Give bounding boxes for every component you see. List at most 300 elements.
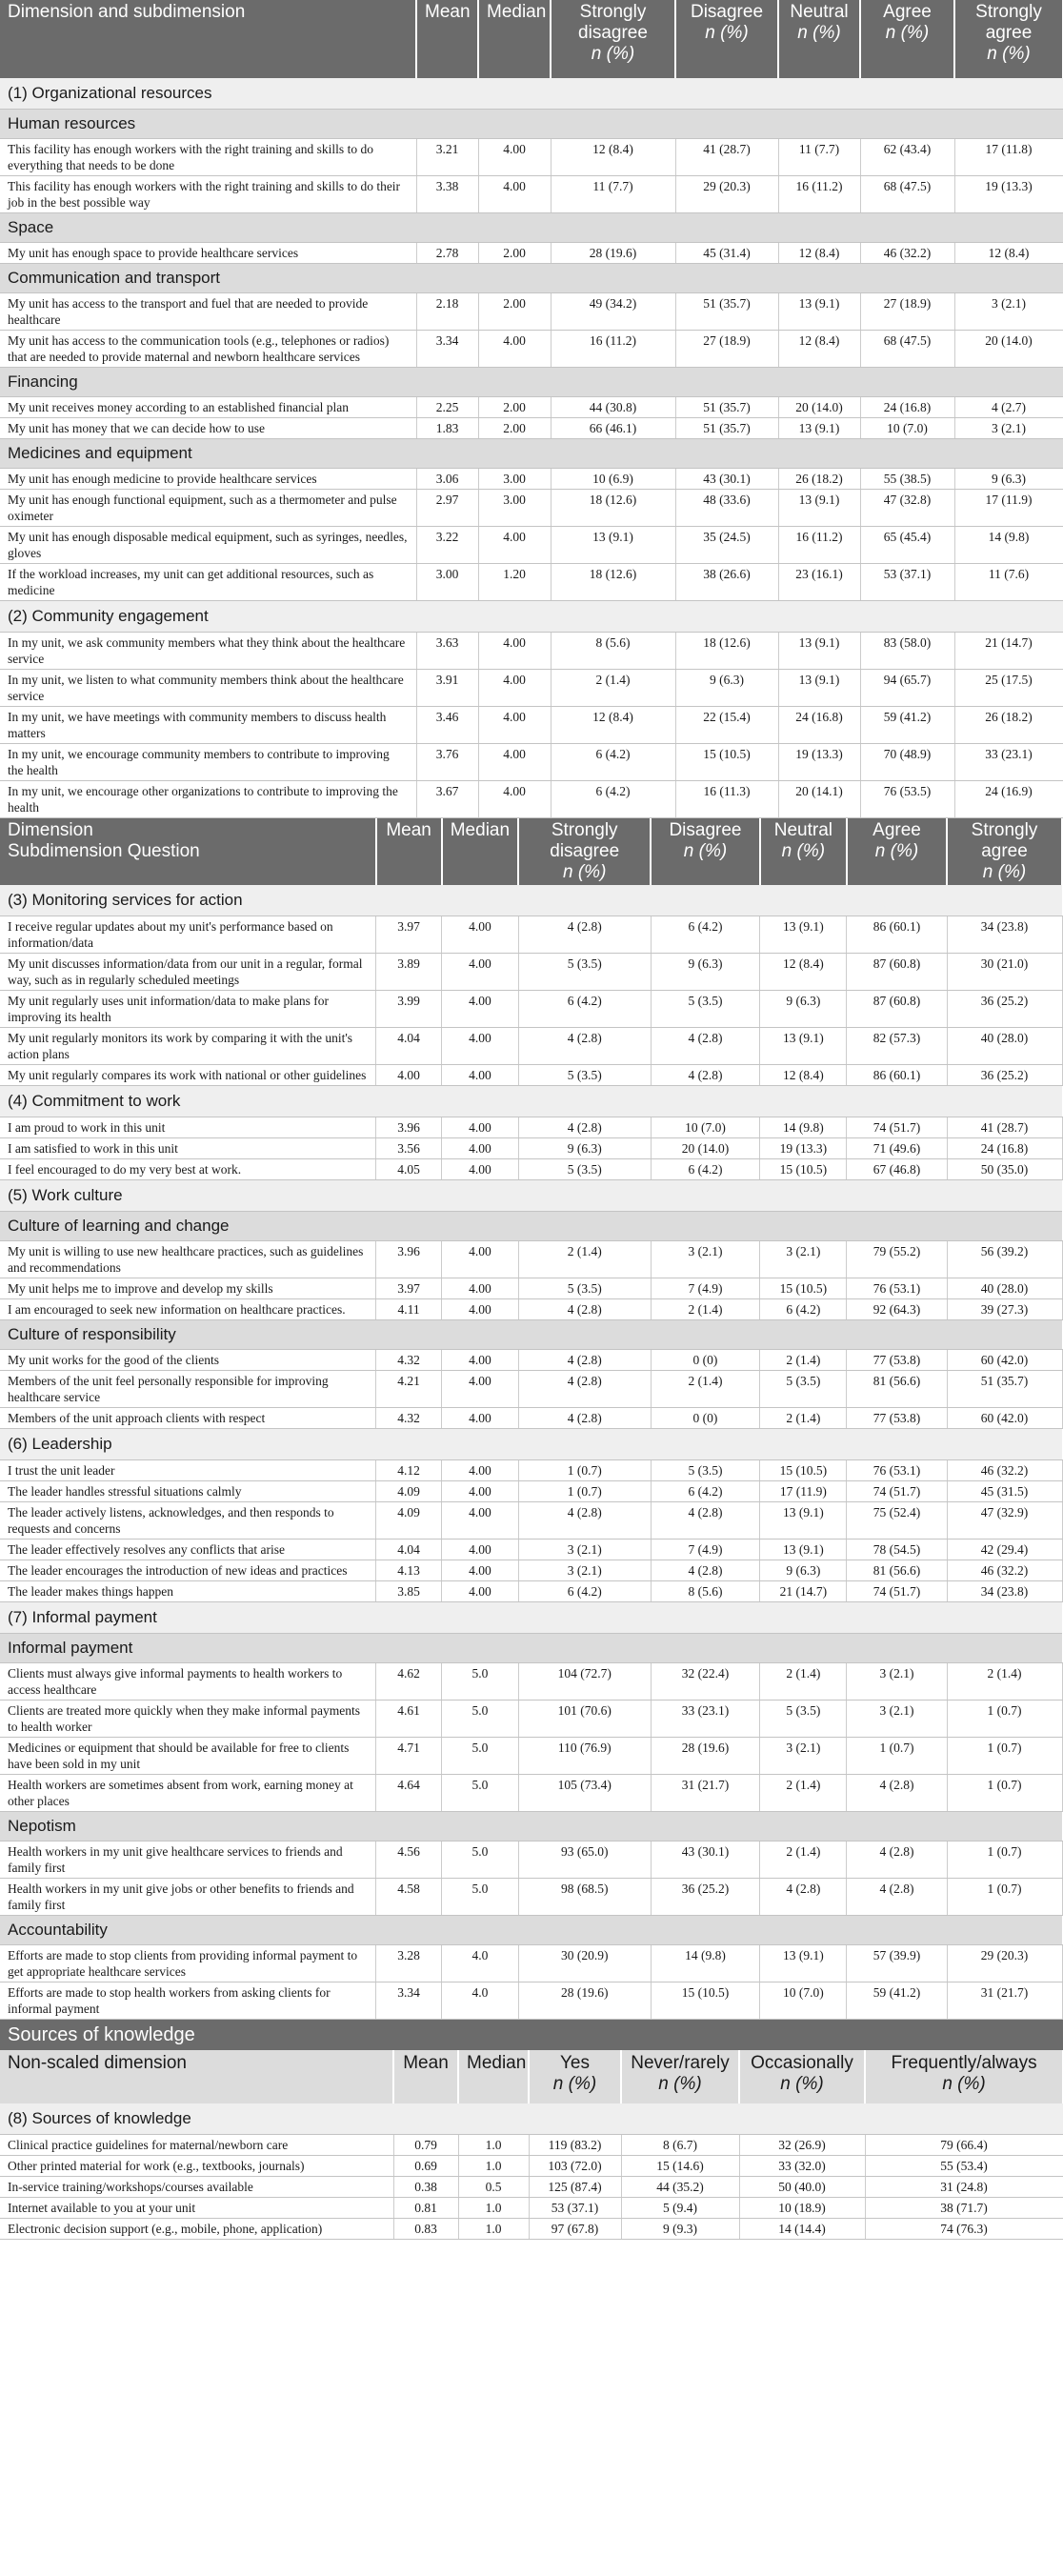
survey-table-part-1 [0, 0, 1063, 818]
value-cell: 4.00 [442, 1540, 519, 1560]
value-cell: 44 (30.8) [551, 397, 675, 418]
value-cell: 4.00 [442, 1278, 519, 1299]
value-cell: 2.00 [478, 293, 551, 331]
value-cell: 13 (9.1) [778, 418, 860, 439]
value-cell: 33 (23.1) [651, 1701, 760, 1738]
dimension-heading: (2) Community engagement [0, 601, 1063, 633]
header-unit: n (%) [885, 23, 930, 43]
question-cell: Members of the unit feel personally responsible for improving healthcare service [0, 1371, 376, 1408]
value-cell: 4.64 [376, 1775, 442, 1812]
value-cell: 2.18 [416, 293, 478, 331]
value-cell: 101 (70.6) [518, 1701, 651, 1738]
value-cell: 18 (12.6) [675, 633, 778, 670]
header-agree [860, 0, 954, 78]
value-cell: 25 (17.5) [954, 670, 1063, 707]
subdimension-heading: Culture of learning and change [0, 1212, 1062, 1241]
value-cell: 4.00 [442, 1408, 519, 1429]
value-cell: 4.09 [376, 1502, 442, 1540]
subdimension-heading: Communication and transport [0, 264, 1063, 293]
subdimension-row [0, 264, 1063, 293]
value-cell: 0 (0) [651, 1408, 760, 1429]
table-row [0, 1663, 1062, 1701]
value-cell: 60 (42.0) [947, 1408, 1062, 1429]
value-cell: 41 (28.7) [675, 139, 778, 176]
value-cell: 4 (2.8) [651, 1560, 760, 1581]
table-row [0, 1159, 1062, 1180]
value-cell: 9 (6.3) [651, 954, 760, 991]
value-cell: 16 (11.3) [675, 781, 778, 818]
header-label: Neutral [790, 2, 849, 22]
table-row [0, 1299, 1062, 1320]
value-cell: 4.00 [478, 176, 551, 213]
value-cell: 4.00 [442, 1241, 519, 1278]
value-cell: 4.00 [478, 527, 551, 564]
value-cell: 5 (3.5) [518, 1278, 651, 1299]
value-cell: 87 (60.8) [847, 954, 947, 991]
question-cell: Clients are treated more quickly when they make informal payments to health worker [0, 1701, 376, 1738]
question-cell: My unit has enough space to provide healthcare services [0, 243, 416, 264]
value-cell: 75 (52.4) [847, 1502, 947, 1540]
value-cell: 28 (19.6) [651, 1738, 760, 1775]
value-cell: 4.58 [376, 1879, 442, 1916]
value-cell: 2 (1.4) [760, 1663, 847, 1701]
table-row [0, 1278, 1062, 1299]
header-label: Yes [560, 2053, 590, 2073]
table-row [0, 1540, 1062, 1560]
value-cell: 4 (2.8) [518, 1350, 651, 1371]
question-cell: In my unit, we encourage community members to contribute to improving the health [0, 744, 416, 781]
value-cell: 38 (71.7) [865, 2198, 1063, 2219]
header-dimension [0, 818, 376, 885]
value-cell: 4 (2.8) [518, 1371, 651, 1408]
value-cell: 8 (5.6) [551, 633, 675, 670]
value-cell: 4.21 [376, 1371, 442, 1408]
subdimension-heading: Human resources [0, 110, 1063, 139]
value-cell: 1.0 [458, 2219, 529, 2240]
question-cell: The leader effectively resolves any conflicts that arise [0, 1540, 376, 1560]
question-cell: In my unit, we encourage other organizations to contribute to improving the health [0, 781, 416, 818]
subdimension-row [0, 1916, 1062, 1945]
value-cell: 3.96 [376, 1241, 442, 1278]
value-cell: 68 (47.5) [860, 176, 954, 213]
value-cell: 2 (1.4) [760, 1841, 847, 1879]
value-cell: 4.00 [442, 1560, 519, 1581]
table-row [0, 2198, 1063, 2219]
header-strongly-agree [947, 818, 1062, 885]
value-cell: 10 (7.0) [651, 1117, 760, 1138]
value-cell: 4.62 [376, 1663, 442, 1701]
value-cell: 3.34 [376, 1982, 442, 2020]
question-cell: Clinical practice guidelines for maternal/newborn care [0, 2135, 393, 2156]
value-cell: 4 (2.8) [651, 1028, 760, 1065]
value-cell: 3.06 [416, 469, 478, 490]
header-unit: n (%) [591, 44, 635, 64]
value-cell: 81 (56.6) [847, 1560, 947, 1581]
value-cell: 26 (18.2) [778, 469, 860, 490]
table-row [0, 1481, 1062, 1502]
header-label: Occasionally [751, 2053, 853, 2073]
value-cell: 3.97 [376, 916, 442, 954]
value-cell: 4 (2.8) [847, 1775, 947, 1812]
table-row [0, 2135, 1063, 2156]
table-row [0, 527, 1063, 564]
value-cell: 0 (0) [651, 1350, 760, 1371]
table-row [0, 1371, 1062, 1408]
subdimension-heading: Accountability [0, 1916, 1062, 1945]
value-cell: 2.25 [416, 397, 478, 418]
value-cell: 2 (1.4) [518, 1241, 651, 1278]
value-cell: 46 (32.2) [947, 1560, 1062, 1581]
value-cell: 1 (0.7) [947, 1775, 1062, 1812]
header-median: Median [458, 2050, 529, 2103]
value-cell: 3.97 [376, 1278, 442, 1299]
value-cell: 35 (24.5) [675, 527, 778, 564]
dimension-row [0, 1180, 1062, 1212]
value-cell: 5 (3.5) [760, 1371, 847, 1408]
header-label: Disagree [669, 820, 742, 840]
value-cell: 57 (39.9) [847, 1945, 947, 1982]
value-cell: 9 (6.3) [954, 469, 1063, 490]
value-cell: 27 (18.9) [860, 293, 954, 331]
table-row [0, 1701, 1062, 1738]
value-cell: 78 (54.5) [847, 1540, 947, 1560]
value-cell: 4.32 [376, 1350, 442, 1371]
question-cell: Health workers in my unit give healthcare services to friends and family first [0, 1841, 376, 1879]
header-unit: n (%) [797, 23, 841, 43]
header-unit: n (%) [705, 23, 749, 43]
value-cell: 4.04 [376, 1540, 442, 1560]
value-cell: 13 (9.1) [778, 293, 860, 331]
value-cell: 4.05 [376, 1159, 442, 1180]
value-cell: 15 (10.5) [651, 1982, 760, 2020]
table-row [0, 139, 1063, 176]
value-cell: 19 (13.3) [778, 744, 860, 781]
value-cell: 4.00 [376, 1065, 442, 1086]
value-cell: 56 (39.2) [947, 1241, 1062, 1278]
value-cell: 1 (0.7) [518, 1481, 651, 1502]
table-body [0, 78, 1063, 818]
table-row [0, 1460, 1062, 1481]
value-cell: 3.21 [416, 139, 478, 176]
header-yes [529, 2050, 621, 2103]
table-row [0, 1117, 1062, 1138]
value-cell: 36 (25.2) [947, 991, 1062, 1028]
value-cell: 3 (2.1) [651, 1241, 760, 1278]
value-cell: 4.56 [376, 1841, 442, 1879]
table-row [0, 1408, 1062, 1429]
value-cell: 23 (16.1) [778, 564, 860, 601]
value-cell: 0.5 [458, 2177, 529, 2198]
value-cell: 5.0 [442, 1841, 519, 1879]
table-row [0, 633, 1063, 670]
value-cell: 5.0 [442, 1663, 519, 1701]
header-neutral [760, 818, 847, 885]
value-cell: 53 (37.1) [529, 2198, 621, 2219]
value-cell: 15 (10.5) [760, 1278, 847, 1299]
value-cell: 4.00 [442, 1460, 519, 1481]
value-cell: 13 (9.1) [778, 490, 860, 527]
value-cell: 92 (64.3) [847, 1299, 947, 1320]
value-cell: 18 (12.6) [551, 564, 675, 601]
value-cell: 1.0 [458, 2198, 529, 2219]
value-cell: 4.00 [442, 1028, 519, 1065]
value-cell: 3.91 [416, 670, 478, 707]
value-cell: 31 (21.7) [651, 1775, 760, 1812]
header-dimension: Dimension and subdimension [0, 0, 416, 78]
value-cell: 3 (2.1) [954, 293, 1063, 331]
header-median: Median [442, 818, 519, 885]
question-cell: The leader handles stressful situations calmly [0, 1481, 376, 1502]
value-cell: 74 (51.7) [847, 1481, 947, 1502]
value-cell: 28 (19.6) [518, 1982, 651, 2020]
value-cell: 51 (35.7) [947, 1371, 1062, 1408]
value-cell: 4.00 [442, 1117, 519, 1138]
value-cell: 71 (49.6) [847, 1138, 947, 1159]
table-body [0, 2103, 1063, 2240]
dimension-heading: (7) Informal payment [0, 1602, 1062, 1634]
value-cell: 4.00 [442, 1481, 519, 1502]
value-cell: 31 (21.7) [947, 1982, 1062, 2020]
header-neutral [778, 0, 860, 78]
value-cell: 4.00 [442, 1502, 519, 1540]
question-cell: Efforts are made to stop health workers from asking clients for informal payment [0, 1982, 376, 2020]
value-cell: 32 (26.9) [739, 2135, 865, 2156]
value-cell: 83 (58.0) [860, 633, 954, 670]
value-cell: 3.22 [416, 527, 478, 564]
value-cell: 2 (1.4) [651, 1299, 760, 1320]
value-cell: 4 (2.8) [518, 916, 651, 954]
value-cell: 74 (51.7) [847, 1117, 947, 1138]
value-cell: 3.00 [416, 564, 478, 601]
value-cell: 14 (9.8) [651, 1945, 760, 1982]
value-cell: 28 (19.6) [551, 243, 675, 264]
value-cell: 10 (6.9) [551, 469, 675, 490]
value-cell: 16 (11.2) [778, 527, 860, 564]
value-cell: 59 (41.2) [860, 707, 954, 744]
question-cell: In my unit, we ask community members what they think about the healthcare service [0, 633, 416, 670]
value-cell: 41 (28.7) [947, 1117, 1062, 1138]
value-cell: 1 (0.7) [518, 1460, 651, 1481]
value-cell: 53 (37.1) [860, 564, 954, 601]
value-cell: 43 (30.1) [651, 1841, 760, 1879]
value-cell: 3.99 [376, 991, 442, 1028]
table-row [0, 1560, 1062, 1581]
table-row [0, 1065, 1062, 1086]
value-cell: 4.00 [478, 707, 551, 744]
header-dimension: Non-scaled dimension [0, 2050, 393, 2103]
value-cell: 20 (14.1) [778, 781, 860, 818]
dimension-row [0, 78, 1063, 110]
value-cell: 36 (25.2) [947, 1065, 1062, 1086]
header-disagree [651, 818, 760, 885]
header-unit: n (%) [563, 862, 607, 882]
value-cell: 10 (7.0) [860, 418, 954, 439]
value-cell: 3.00 [478, 469, 551, 490]
value-cell: 29 (20.3) [947, 1945, 1062, 1982]
value-cell: 3.96 [376, 1117, 442, 1138]
question-cell: Health workers are sometimes absent from work, earning money at other places [0, 1775, 376, 1812]
table-row [0, 707, 1063, 744]
value-cell: 45 (31.5) [947, 1481, 1062, 1502]
value-cell: 4.04 [376, 1028, 442, 1065]
question-cell: Internet available to you at your unit [0, 2198, 393, 2219]
table-row [0, 781, 1063, 818]
question-cell: I am proud to work in this unit [0, 1117, 376, 1138]
value-cell: 44 (35.2) [621, 2177, 739, 2198]
table-row [0, 1581, 1062, 1602]
value-cell: 45 (31.4) [675, 243, 778, 264]
question-cell: Clients must always give informal payments to health workers to access healthcare [0, 1663, 376, 1701]
value-cell: 1 (0.7) [947, 1841, 1062, 1879]
question-cell: Electronic decision support (e.g., mobile, phone, application) [0, 2219, 393, 2240]
dimension-row [0, 1086, 1062, 1117]
header-unit: n (%) [942, 2074, 986, 2094]
value-cell: 76 (53.1) [847, 1460, 947, 1481]
question-cell: In my unit, we have meetings with community members to discuss health matters [0, 707, 416, 744]
value-cell: 3.76 [416, 744, 478, 781]
question-cell: This facility has enough workers with the right training and skills to do everything that needs to be done [0, 139, 416, 176]
value-cell: 6 (4.2) [651, 1159, 760, 1180]
header-label: Subdimension Question [8, 841, 200, 861]
value-cell: 20 (14.0) [954, 331, 1063, 368]
header-strongly-agree [954, 0, 1063, 78]
value-cell: 24 (16.9) [954, 781, 1063, 818]
value-cell: 3.63 [416, 633, 478, 670]
question-cell: Medicines or equipment that should be available for free to clients have been sold in my unit [0, 1738, 376, 1775]
header-mean: Mean [393, 2050, 458, 2103]
subdimension-row [0, 110, 1063, 139]
value-cell: 26 (18.2) [954, 707, 1063, 744]
value-cell: 7 (4.9) [651, 1540, 760, 1560]
value-cell: 3.28 [376, 1945, 442, 1982]
value-cell: 81 (56.6) [847, 1371, 947, 1408]
table-row [0, 1982, 1062, 2020]
table-header-row [0, 818, 1062, 885]
value-cell: 3 (2.1) [760, 1738, 847, 1775]
dimension-heading: (6) Leadership [0, 1429, 1062, 1460]
value-cell: 1.0 [458, 2135, 529, 2156]
value-cell: 6 (4.2) [651, 916, 760, 954]
header-label: Neutral [773, 820, 832, 840]
value-cell: 17 (11.8) [954, 139, 1063, 176]
value-cell: 6 (4.2) [551, 744, 675, 781]
value-cell: 2 (1.4) [551, 670, 675, 707]
question-cell: I receive regular updates about my unit's performance based on information/data [0, 916, 376, 954]
table-row [0, 564, 1063, 601]
value-cell: 17 (11.9) [954, 490, 1063, 527]
value-cell: 4.00 [442, 1138, 519, 1159]
value-cell: 4 (2.8) [518, 1028, 651, 1065]
sources-title: Sources of knowledge [0, 2020, 1063, 2050]
question-cell: My unit has enough medicine to provide healthcare services [0, 469, 416, 490]
subdimension-heading: Nepotism [0, 1812, 1062, 1841]
value-cell: 20 (14.0) [651, 1138, 760, 1159]
value-cell: 6 (4.2) [651, 1481, 760, 1502]
value-cell: 13 (9.1) [760, 1540, 847, 1560]
value-cell: 15 (10.5) [760, 1159, 847, 1180]
value-cell: 4.00 [478, 633, 551, 670]
value-cell: 4.00 [442, 954, 519, 991]
value-cell: 17 (11.9) [760, 1481, 847, 1502]
value-cell: 9 (6.3) [760, 991, 847, 1028]
header-label: Strongly disagree [578, 2, 648, 43]
value-cell: 2.97 [416, 490, 478, 527]
value-cell: 77 (53.8) [847, 1408, 947, 1429]
value-cell: 2 (1.4) [760, 1408, 847, 1429]
value-cell: 4.13 [376, 1560, 442, 1581]
question-cell: My unit regularly uses unit information/data to make plans for improving its health [0, 991, 376, 1028]
value-cell: 40 (28.0) [947, 1028, 1062, 1065]
value-cell: 1.0 [458, 2156, 529, 2177]
value-cell: 4 (2.8) [518, 1502, 651, 1540]
value-cell: 74 (51.7) [847, 1581, 947, 1602]
question-cell: The leader encourages the introduction of new ideas and practices [0, 1560, 376, 1581]
value-cell: 9 (9.3) [621, 2219, 739, 2240]
header-label: Never/rarely [631, 2053, 730, 2073]
value-cell: 3.89 [376, 954, 442, 991]
value-cell: 105 (73.4) [518, 1775, 651, 1812]
value-cell: 34 (23.8) [947, 916, 1062, 954]
header-label: Agree [883, 2, 932, 22]
header-label: Dimension [8, 820, 93, 840]
value-cell: 60 (42.0) [947, 1350, 1062, 1371]
value-cell: 46 (32.2) [947, 1460, 1062, 1481]
value-cell: 12 (8.4) [551, 139, 675, 176]
value-cell: 42 (29.4) [947, 1540, 1062, 1560]
header-unit: n (%) [780, 2074, 824, 2094]
table-row [0, 397, 1063, 418]
dimension-row [0, 885, 1062, 916]
value-cell: 4.71 [376, 1738, 442, 1775]
dimension-heading: (8) Sources of knowledge [0, 2103, 1063, 2135]
value-cell: 125 (87.4) [529, 2177, 621, 2198]
value-cell: 4.32 [376, 1408, 442, 1429]
table-row [0, 2156, 1063, 2177]
subdimension-row [0, 1812, 1062, 1841]
value-cell: 55 (53.4) [865, 2156, 1063, 2177]
value-cell: 7 (4.9) [651, 1278, 760, 1299]
value-cell: 66 (46.1) [551, 418, 675, 439]
value-cell: 13 (9.1) [551, 527, 675, 564]
value-cell: 19 (13.3) [954, 176, 1063, 213]
dimension-heading: (3) Monitoring services for action [0, 885, 1062, 916]
value-cell: 79 (55.2) [847, 1241, 947, 1278]
value-cell: 82 (57.3) [847, 1028, 947, 1065]
header-unit: n (%) [874, 841, 919, 861]
value-cell: 94 (65.7) [860, 670, 954, 707]
table-row [0, 1738, 1062, 1775]
value-cell: 21 (14.7) [760, 1581, 847, 1602]
value-cell: 15 (14.6) [621, 2156, 739, 2177]
value-cell: 3.00 [478, 490, 551, 527]
value-cell: 86 (60.1) [847, 916, 947, 954]
value-cell: 3.67 [416, 781, 478, 818]
value-cell: 4.11 [376, 1299, 442, 1320]
question-cell: My unit discusses information/data from our unit in a regular, formal way, such as in regularly scheduled meetings [0, 954, 376, 991]
value-cell: 5 (3.5) [518, 1159, 651, 1180]
value-cell: 12 (8.4) [778, 243, 860, 264]
value-cell: 33 (32.0) [739, 2156, 865, 2177]
value-cell: 29 (20.3) [675, 176, 778, 213]
value-cell: 59 (41.2) [847, 1982, 947, 2020]
question-cell: Efforts are made to stop clients from providing informal payment to get appropriate healthcare services [0, 1945, 376, 1982]
value-cell: 104 (72.7) [518, 1663, 651, 1701]
value-cell: 3.46 [416, 707, 478, 744]
header-label: Strongly agree [975, 2, 1042, 43]
value-cell: 24 (16.8) [947, 1138, 1062, 1159]
question-cell: My unit regularly compares its work with national or other guidelines [0, 1065, 376, 1086]
value-cell: 86 (60.1) [847, 1065, 947, 1086]
